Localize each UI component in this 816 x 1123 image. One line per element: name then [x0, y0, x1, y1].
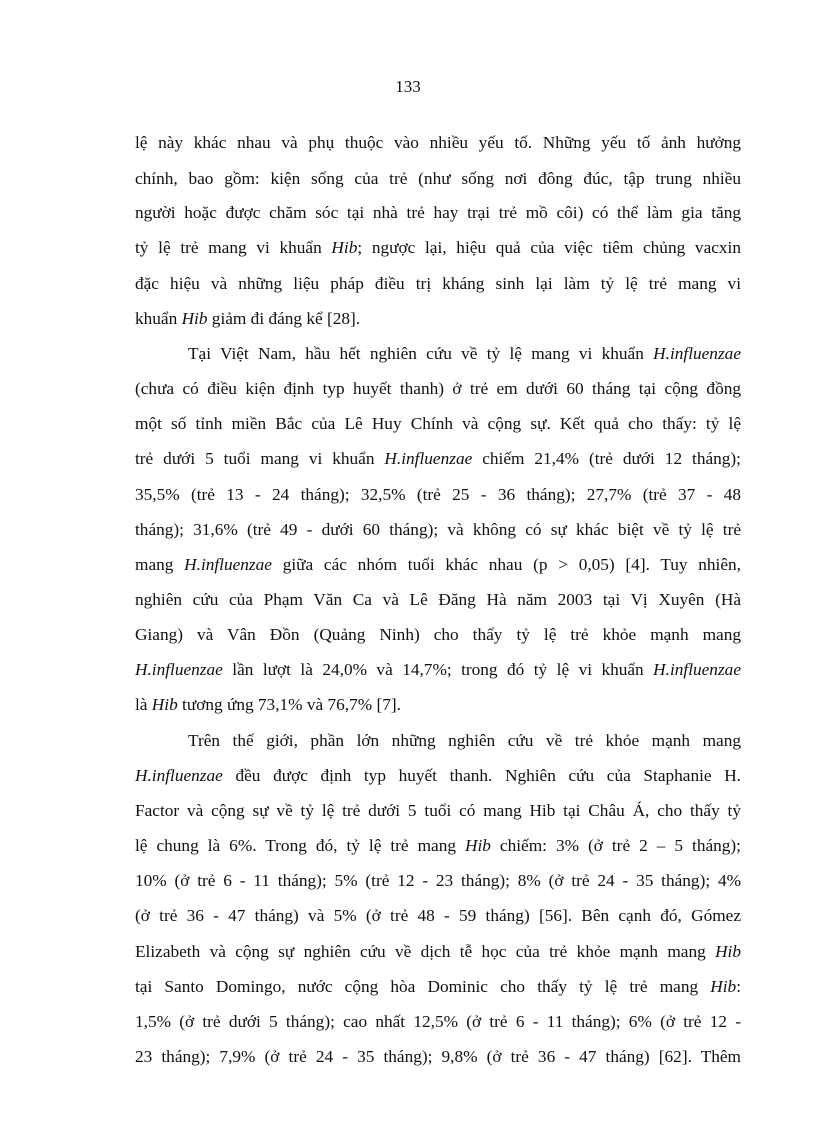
text-segment: lần lượt là 24,0% và 14,7%; trong đó tỷ lệ vi khuẩn	[222, 660, 654, 679]
text-line	[135, 693, 741, 717]
italic-term: H.influenzae	[184, 555, 272, 574]
text-line: lệ này khác nhau và phụ thuộc vào nhiều yếu tố. Những yếu tố ảnh hưởng	[135, 133, 741, 152]
text-line: nghiên cứu của Phạm Văn Ca và Lê Đăng Hà năm 2003 tại Vị Xuyên (Hà	[135, 590, 741, 609]
text-line	[188, 342, 741, 366]
text-line	[135, 307, 741, 331]
text-line	[135, 447, 741, 471]
text-segment: giảm đi đáng kể [28].	[207, 309, 361, 328]
italic-term: H.influenzae	[653, 344, 741, 363]
text-line: Factor và cộng sự về tỷ lệ trẻ dưới 5 tuổi có mang Hib tại Châu Á, cho thấy tỷ	[135, 801, 741, 820]
text-segment: trẻ dưới 5 tuổi mang vi khuẩn	[135, 449, 385, 468]
text-segment: tại Santo Domingo, nước cộng hòa Dominic cho thấy tỷ lệ trẻ mang	[135, 977, 711, 996]
text-segment: khuẩn	[135, 309, 182, 328]
text-line	[135, 975, 741, 999]
text-line	[135, 553, 741, 577]
text-line	[135, 940, 741, 964]
text-line: người hoặc được chăm sóc tại nhà trẻ hay trại trẻ mồ côi) có thể làm gia tăng	[135, 203, 741, 222]
text-segment: là	[135, 695, 152, 714]
text-line: tháng); 31,6% (trẻ 49 - dưới 60 tháng); và không có sự khác biệt về tỷ lệ trẻ	[135, 520, 741, 539]
text-line	[135, 658, 741, 682]
text-segment: chiếm: 3% (ở trẻ 2 – 5 tháng);	[490, 836, 741, 855]
text-line: Giang) và Vân Đồn (Quảng Ninh) cho thấy tỷ lệ trẻ khỏe mạnh mang	[135, 625, 741, 644]
italic-term: Hib	[465, 836, 491, 855]
italic-term: Hib	[181, 309, 208, 328]
text-segment: tỷ lệ trẻ mang vi khuẩn	[135, 238, 332, 257]
text-line: 35,5% (trẻ 13 - 24 tháng); 32,5% (trẻ 25 - 36 tháng); 27,7% (trẻ 37 - 48	[135, 485, 741, 504]
text-segment: Tại Việt Nam, hầu hết nghiên cứu về tỷ lệ mang vi khuẩn	[188, 344, 654, 363]
text-line	[135, 764, 741, 788]
text-segment: giữa các nhóm tuổi khác nhau (p > 0,05) [4]. Tuy nhiên,	[271, 555, 741, 574]
italic-term: Hib	[331, 238, 358, 257]
text-line	[135, 834, 741, 858]
text-line: (chưa có điều kiện định typ huyết thanh) ở trẻ em dưới 60 tháng tại cộng đồng	[135, 379, 741, 398]
text-segment: đều được định typ huyết thanh. Nghiên cứu của Staphanie H.	[222, 766, 741, 785]
text-segment: tương ứng 73,1% và 76,7% [7].	[177, 695, 401, 714]
text-segment: lệ chung là 6%. Trong đó, tỷ lệ trẻ mang	[135, 836, 465, 855]
text-line	[135, 236, 741, 260]
italic-term: Hib	[151, 695, 178, 714]
text-segment: mang	[135, 555, 185, 574]
text-segment: :	[736, 977, 741, 996]
text-line: 10% (ở trẻ 6 - 11 tháng); 5% (trẻ 12 - 23 tháng); 8% (ở trẻ 24 - 35 tháng); 4%	[135, 871, 741, 890]
text-line: Trên thế giới, phần lớn những nghiên cứu về trẻ khỏe mạnh mang	[188, 731, 741, 750]
text-line: (ở trẻ 36 - 47 tháng) và 5% (ở trẻ 48 - 59 tháng) [56]. Bên cạnh đó, Gómez	[135, 906, 741, 925]
text-segment: ; ngược lại, hiệu quả của việc tiêm chủng vacxin	[357, 238, 741, 257]
italic-term: H.influenzae	[135, 660, 223, 679]
italic-term: Hib	[715, 942, 741, 961]
text-line: một số tỉnh miền Bắc của Lê Huy Chính và cộng sự. Kết quả cho thấy: tỷ lệ	[135, 414, 741, 433]
italic-term: H.influenzae	[384, 449, 473, 468]
text-segment: chiếm 21,4% (trẻ dưới 12 tháng);	[472, 449, 741, 468]
italic-term: Hib	[710, 977, 737, 996]
text-line: 23 tháng); 7,9% (ở trẻ 24 - 35 tháng); 9,8% (ở trẻ 36 - 47 tháng) [62]. Thêm	[135, 1047, 741, 1066]
italic-term: H.influenzae	[135, 766, 223, 785]
italic-term: H.influenzae	[653, 660, 741, 679]
text-line: chính, bao gồm: kiện sống của trẻ (như sống nơi đông đúc, tập trung nhiều	[135, 169, 741, 188]
text-line: 1,5% (ở trẻ dưới 5 tháng); cao nhất 12,5% (ở trẻ 6 - 11 tháng); 6% (ở trẻ 12 -	[135, 1012, 741, 1031]
page-number: 133	[395, 77, 421, 96]
text-segment: Elizabeth và cộng sự nghiên cứu về dịch tễ học của trẻ khỏe mạnh mang	[135, 942, 716, 961]
text-line: đặc hiệu và những liệu pháp điều trị kháng sinh lại làm tỷ lệ trẻ mang vi	[135, 274, 741, 293]
